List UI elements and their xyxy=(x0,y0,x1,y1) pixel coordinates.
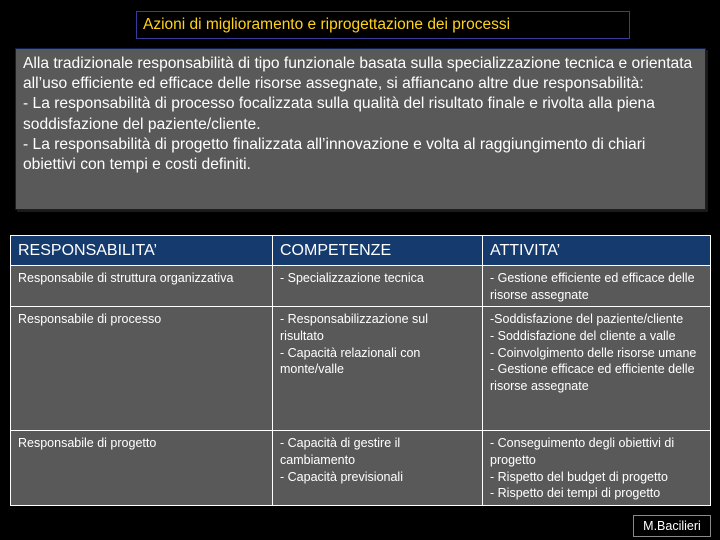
table-row xyxy=(11,307,711,431)
attivita-item: - Rispetto del budget di progetto xyxy=(490,469,668,484)
competenza-item: - Capacità di gestire il cambiamento xyxy=(280,436,401,467)
attivita-item: -Soddisfazione del paziente/cliente xyxy=(490,312,684,326)
cell-competenze xyxy=(273,307,483,431)
header-attivita: ATTIVITA’ xyxy=(483,236,711,266)
header-responsabilita: RESPONSABILITA’ xyxy=(11,236,273,266)
intro-paragraph: Alla tradizionale responsabilità di tipo funzionale basata sulla specializzazione tecnica e orientata all’uso efficiente ed efficace delle risorse assegnate, si affiancano altre due responsabilità: xyxy=(23,55,693,93)
header-competenze: COMPETENZE xyxy=(273,236,483,266)
intro-bullet-progetto: - La responsabilità di progetto finalizzata all’innovazione e volta al raggiungimento di chiari obiettivi con tempi e costi definiti. xyxy=(23,135,646,174)
slide-title: Azioni di miglioramento e riprogettazione dei processi xyxy=(136,11,630,39)
cell-responsabilita: Responsabile di processo xyxy=(11,307,273,431)
attivita-item: - Gestione efficiente ed efficace delle risorse assegnate xyxy=(490,271,695,302)
cell-attivita xyxy=(483,431,711,506)
attivita-item: - Coinvolgimento delle risorse umane xyxy=(490,345,697,360)
table-row xyxy=(11,431,711,506)
competenza-item: - Specializzazione tecnica xyxy=(280,271,424,285)
cell-attivita xyxy=(483,266,711,307)
author-footer: M.Bacilieri xyxy=(633,515,711,537)
cell-attivita xyxy=(483,307,711,431)
competenza-item: - Responsabilizzazione sul risultato xyxy=(280,312,428,343)
cell-competenze xyxy=(273,266,483,307)
intro-bullet-processo: - La responsabilità di processo focalizzata sulla qualità del risultato finale e rivolta alla piena soddisfazione del paziente/cliente. xyxy=(23,95,655,133)
table-row xyxy=(11,266,711,307)
cell-responsabilita: Responsabile di progetto xyxy=(11,431,273,506)
attivita-item: - Gestione efficace ed efficiente delle risorse assegnate xyxy=(490,362,695,394)
table-header-row xyxy=(11,236,711,266)
attivita-item: - Rispetto dei tempi di progetto xyxy=(490,486,661,501)
competenza-item: - Capacità relazionali con monte/valle xyxy=(280,345,421,377)
competenza-item: - Capacità previsionali xyxy=(280,469,403,484)
cell-competenze xyxy=(273,431,483,506)
responsibility-table xyxy=(10,235,711,506)
cell-responsabilita: Responsabile di struttura organizzativa xyxy=(11,266,273,307)
attivita-item: - Soddisfazione del cliente a valle xyxy=(490,328,676,343)
attivita-item: - Conseguimento degli obiettivi di progetto xyxy=(490,436,675,467)
intro-text-box xyxy=(15,48,706,210)
